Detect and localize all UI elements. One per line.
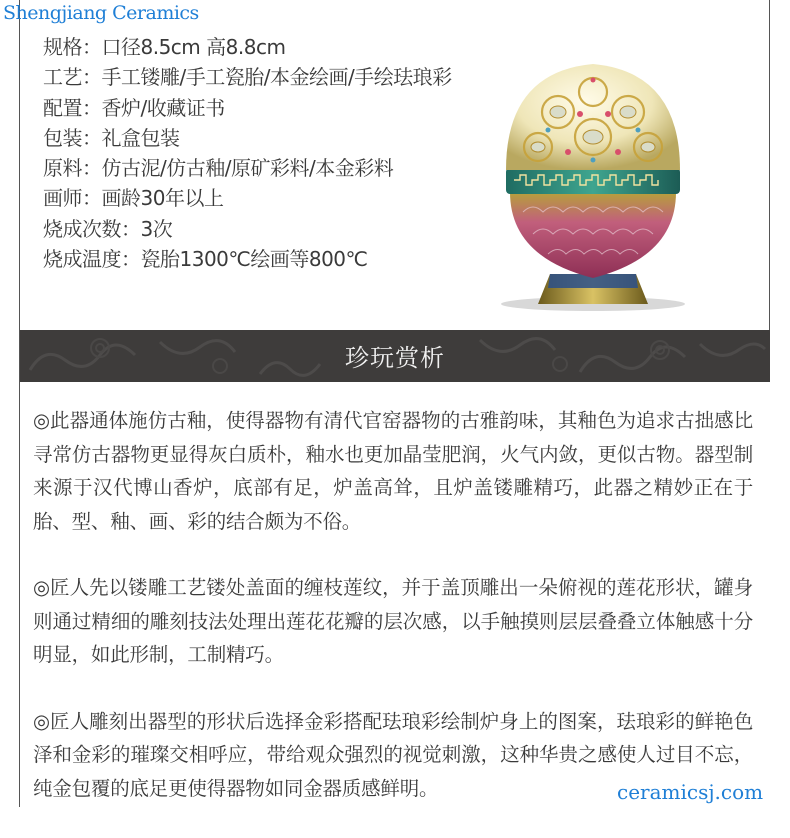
spec-value: 口径8.5cm 高8.8cm <box>101 35 286 59</box>
section-banner <box>20 330 770 382</box>
spec-row <box>43 183 452 213</box>
spec-row <box>43 32 452 62</box>
description <box>33 404 753 838</box>
incense-burner-image <box>488 52 698 322</box>
section-title: 珍玩赏析 <box>345 344 445 372</box>
paragraph: ◎此器通体施仿古釉，使得器物有清代官窑器物的古雅韵味，其釉色为追求古拙感比寻常仿古器物更显得灰白质朴，釉水也更加晶莹肥润，火气内敛，更似古物。器型制来源于汉代博山香炉，底部有足，炉盖高耸，且炉盖镂雕精巧，此器之精妙正在于胎、型、釉、画、彩的结合颇为不俗。 <box>33 409 753 533</box>
spec-list <box>43 32 452 274</box>
spec-row <box>43 244 452 274</box>
spec-row <box>43 62 452 92</box>
spec-label: 原料： <box>43 156 102 181</box>
spec-row <box>43 214 452 244</box>
spec-value: 瓷胎1300℃绘画等800℃ <box>140 247 368 272</box>
spec-label: 配置： <box>43 95 102 120</box>
spec-value: 香炉/收藏证书 <box>101 95 225 120</box>
spec-label: 规格： <box>43 35 102 59</box>
spec-value: 3次 <box>140 216 173 241</box>
spec-value: 手工镂雕/手工瓷胎/本金绘画/手绘珐琅彩 <box>101 65 452 90</box>
spec-row <box>43 153 452 183</box>
spec-row <box>43 123 452 153</box>
spec-value: 仿古泥/仿古釉/原矿彩料/本金彩料 <box>101 156 394 181</box>
spec-label: 工艺： <box>43 65 102 90</box>
spec-label: 包装： <box>43 125 102 150</box>
paragraph: ◎匠人雕刻出器型的形状后选择金彩搭配珐琅彩绘制炉身上的图案，珐琅彩的鲜艳色泽和金彩的璀璨交相呼应，带给观众强烈的视觉刺激，这种华贵之感使人过目不忘，纯金包覆的底足更使得器物如同金器质感鲜明。 <box>33 709 753 800</box>
page-frame-right <box>769 0 770 330</box>
spec-label: 画师： <box>43 186 102 211</box>
spec-row <box>43 93 452 123</box>
watermark-bottom: ceramicsj.com <box>617 780 764 804</box>
page-frame-left <box>19 0 20 807</box>
paragraph: ◎匠人先以镂雕工艺镂处盖面的缠枝莲纹，并于盖顶雕出一朵俯视的莲花形状，罐身则通过精细的雕刻技法处理出莲花花瓣的层次感，以手触摸则层层叠叠立体触感十分明显，如此形制，工制精巧。 <box>33 576 753 666</box>
spec-value: 礼盒包装 <box>101 125 180 150</box>
spec-value: 画龄30年以上 <box>101 186 224 211</box>
watermark-top: Shengjiang Ceramics <box>3 2 199 24</box>
spec-label: 烧成温度： <box>43 247 141 272</box>
spec-label: 烧成次数： <box>43 216 141 241</box>
